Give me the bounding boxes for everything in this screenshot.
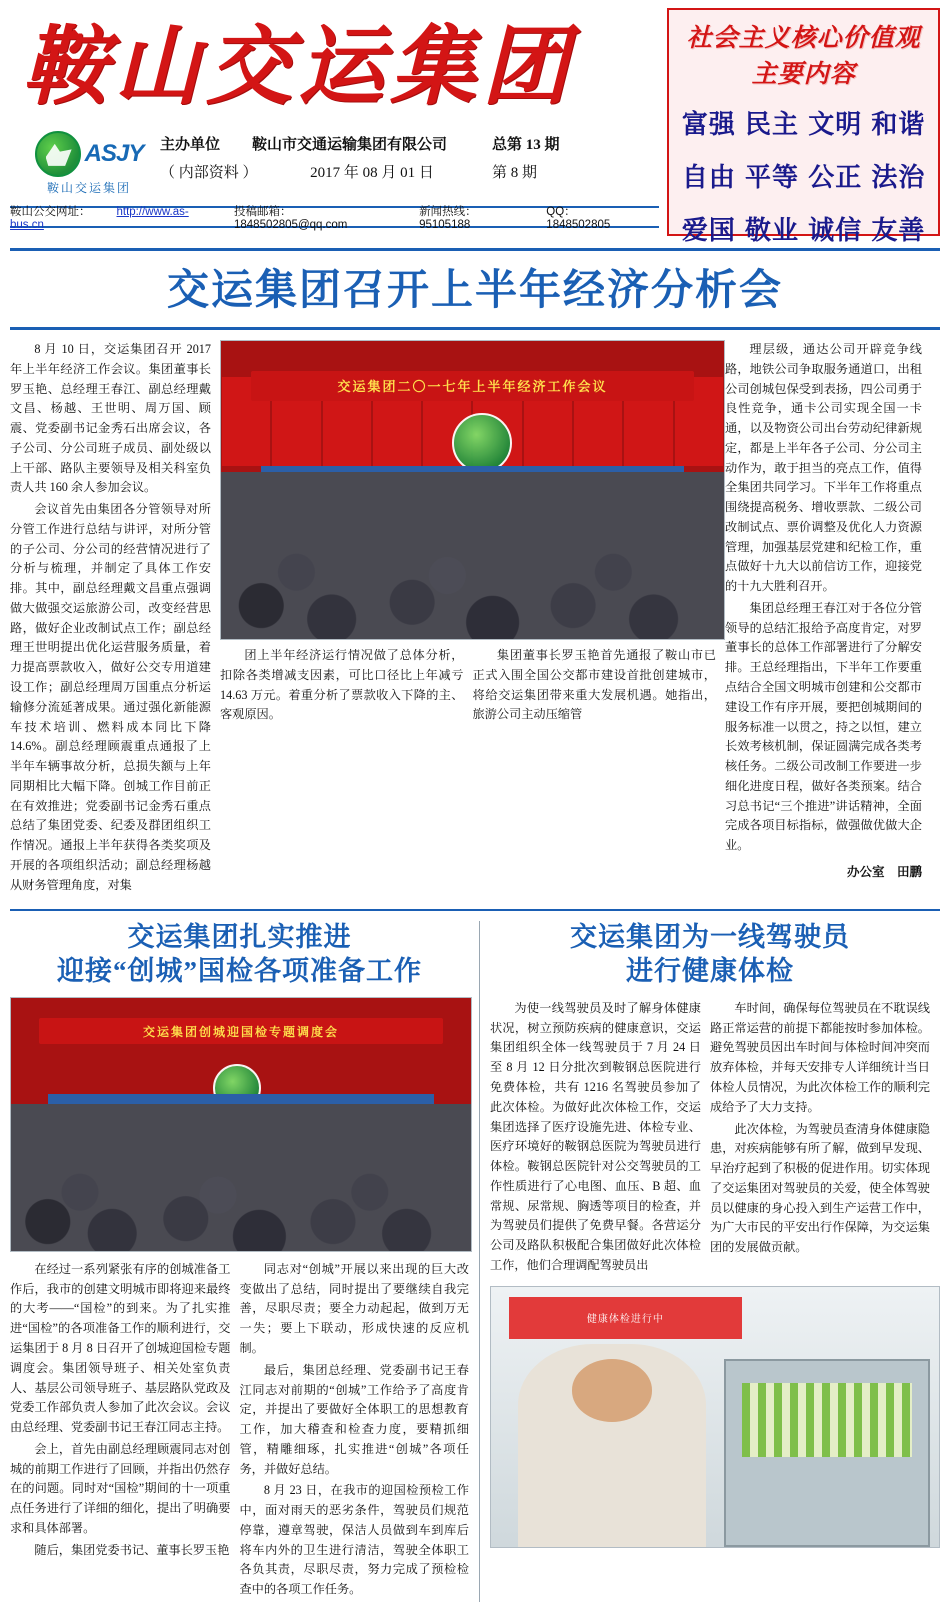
- article-3-body: [490, 999, 930, 1278]
- value-word: 诚信: [808, 216, 863, 245]
- issue-number: 第 8 期: [492, 165, 538, 182]
- article-1-column-4: [725, 340, 922, 897]
- article-1-middle: [220, 340, 725, 897]
- paragraph: 同志对“创城”开展以来出现的巨大改变做出了总结，同时提出了要继续自我完善，尽职尽责；要全力动起起，做到万无一失；要上下联动，形成快速的反应机制。: [239, 1261, 469, 1355]
- article-1-photo-captions: [220, 646, 716, 725]
- value-word: 公正: [808, 163, 863, 192]
- article-3-headline-line-1: 交运集团为一线驾驶员: [570, 922, 850, 953]
- article-2-column-2: [240, 1260, 470, 1602]
- masthead-left: [10, 8, 659, 231]
- article-2-headline-line-2: 迎接“创城”国检各项准备工作: [57, 956, 422, 987]
- paragraph: 随后，集团党委书记、董事长罗玉艳: [34, 1542, 230, 1557]
- qq-item: QQ：1848502805: [546, 205, 611, 231]
- value-word: 法治: [871, 163, 926, 192]
- publisher-logo: [24, 131, 154, 196]
- value-word: 平等: [745, 163, 800, 192]
- article-1-headline-box: [10, 248, 940, 330]
- logo-subtitle: 鞍山交运集团: [46, 180, 131, 195]
- lower-section: [10, 909, 940, 1602]
- mail-item: 投稿邮箱：1848502805@qq.com: [234, 205, 348, 231]
- website-link[interactable]: http://www.as-bus.cn: [10, 205, 189, 231]
- value-word: 敬业: [745, 216, 800, 245]
- meeting-photo-1: [220, 340, 725, 640]
- article-1-byline: 办公室 田鹏: [846, 864, 922, 879]
- paragraph: 8 月 23 日，在我市的迎国检预检工作中，面对雨天的恶劣条件，驾驶员们规范停靠，遵章驾驶，保洁人员做到车到库后将车内外的卫生进行清洁，驾驶全体职工各负其责，尽职尽责，努力完成了预检检查中的各项工作任务。: [239, 1483, 469, 1597]
- health-check-photo: [490, 1286, 940, 1548]
- issue-total: 总第 13 期: [492, 136, 560, 153]
- value-word: 文明: [808, 110, 863, 139]
- article-3-column-2: [710, 999, 930, 1278]
- article-2-body: [10, 1260, 469, 1602]
- paragraph: 此次体检，为驾驶员查清身体健康隐患，对疾病能够有所了解，做到早发现、早治疗起到了积极的促进作用。切实体现了交运集团对驾驶员的关爱，使全体驾驶员以健康的身心投入到生产运营工作中，为广大市民的平安出行作保障，为交运集团的发展做贡献。: [710, 1121, 930, 1255]
- caption-text: 集团董事长罗玉艳首先通报了鞍山市已正式入围全国公交都市建设首批创建城市，将给交运集团带来重大发展机遇。她指出，旅游公司主动压缩管: [472, 648, 716, 722]
- article-1-headline: 交运集团召开上半年经济分析会: [166, 268, 783, 314]
- sponsor-label: 主办单位: [160, 136, 221, 153]
- article-1: [10, 340, 940, 897]
- article-3-column-1: [490, 999, 710, 1278]
- paragraph: 8 月 10 日，交运集团召开 2017 年上半年经济工作会议。集团董事长罗玉艳、总经理王春江、副总经理戴文昌、杨越、王世明、周万国、顾震、党委副书记金秀石出席会议，各子公司、分公司班子成员、副处级以上干部、路队主要领导及相关科室负责人共 160 余人参加会议。: [10, 342, 211, 495]
- value-word: 和谐: [871, 110, 926, 139]
- meeting-photo-2: [10, 997, 472, 1252]
- photo-banner-text: 交运集团创城迎国检专题调度会: [39, 1018, 444, 1044]
- paragraph: 集团总经理王春江对于各位分管领导的总结汇报给予高度肯定，对罗董事长的总体工作部署进行了分解安排。王总经理指出，下半年工作要重点结合全国文明城市创建和公交都市建设工作有序开展，要把创城期间的服务标准一以贯之，持之以恒，建立长效考核机制，保证圆满完成各类考核任务。二级公司改制工作要进一步细化进度日程，做好各类预案。结合习总书记“三个推进”讲话精神，全面完成各项目标指标，做强做优做大企业。: [725, 600, 922, 853]
- article-3-headline-line-2: 进行健康体检: [626, 956, 794, 987]
- page-title: 鞍山交运集团: [22, 19, 574, 115]
- article-2-column-1: [10, 1260, 240, 1602]
- caption-text: 团上半年经济运行情况做了总体分析，扣除各类增减支因素，可比口径比上年减亏 14.63 万元。着重分析了票款收入下降的主、客观原因。: [220, 648, 464, 722]
- article-3: [480, 921, 930, 1602]
- masthead-info: [24, 131, 659, 196]
- caption-right: [473, 646, 717, 725]
- value-word: 民主: [745, 110, 800, 139]
- contact-bar: [10, 205, 659, 231]
- masthead: [10, 8, 940, 245]
- masthead-meta: [160, 131, 612, 188]
- core-values-box: [667, 8, 940, 245]
- core-values-title: 社会主义核心价值观主要内容: [686, 25, 921, 88]
- paragraph: 最后，集团总经理、党委副书记王春江同志对前期的“创城”工作给予了高度肯定，并提出了要做好全体职工的思想教育工作，加大稽查和检查力度，要精抓细管，精雕细琢，扎实推进“创城”各项任务，并做好总结。: [239, 1362, 469, 1476]
- value-word: 友善: [871, 216, 926, 245]
- paragraph: 理层级，通达公司开辟竞争线路，地铁公司争取服务通道口，出租公司创城包保受到表扬，四公司勇于良性竞争，通卡公司实现全国一卡通，以及物资公司出台劳动纪律新规定，都是上半年各子公司、分公司主动作为，敢于担当的亮点工作，值得全集团共同学习。下半年工作将重点围绕提高税务、增收票款、二级公司改制试点、票价调整及优化人力资源管理，加强基层党建和纪检工作，重点做好十九大以前信访工作，迎接党的十九大胜利召开。: [725, 342, 922, 594]
- hotline-item: 新闻热线：95105188: [419, 205, 477, 231]
- value-word: 自由: [681, 163, 736, 192]
- paragraph: 会议首先由集团各分管领导对所分管工作进行总结与讲评，对所分管的子公司、分公司的经营情况进行了分析与梳理，并制定了具体工作安排。其中，副总经理戴文昌重点强调做大做强交运旅游公司，改变经营思路，做好企业改制试点工作；副总经理王世明提出优化运营服务质量，着力提高票款收入，做好公交专用道建设工作；副总经理周万国重点分析运输修分流延著成果。通过强化新能源车技术培训、燃料成本同比下降 14.6%。副总经理顾震重点通报了上半年车辆事故分析，总损失额与上年同期相比大幅下降。创城工作目前正在有效推进；党委副书记金秀石重点总结了集团党委、纪委及群团组织工作情况。通报上半年获得各类奖项及开展的各项组织活动；副总经理杨越从财务管理角度，对集: [10, 502, 211, 892]
- leaf-logo-icon: [35, 131, 81, 177]
- photo-banner-text: 交运集团二〇一七年上半年经济工作会议: [251, 371, 694, 401]
- website-item: [10, 203, 208, 231]
- paragraph: 为使一线驾驶员及时了解身体健康状况，树立预防疾病的健康意识，交运集团组织全体一线驾驶员于 7 月 24 日至 8 月 12 日分批次到鞍钢总医院进行免费体检，共有 1216 名驾驶员参加了此次体检。为做好此次体检工作，交运集团选择了医疗设施先进、体检专业、医疗环境好的鞍钢总医院为驾驶员进行体检。鞍钢总医院针对公交驾驶员的工作性质进行了心电图、血压、B 超、血常规、尿常规、胸透等项目的检查，并为驾驶员们提供了免费早餐。各营运分公司及路队积极配合集团做好此次体检工作，他们合理调配驾驶员出: [490, 1000, 701, 1272]
- article-3-headline: [490, 921, 930, 989]
- value-word: 爱国: [681, 216, 736, 245]
- core-values-grid: [677, 104, 930, 247]
- article-2-headline-line-1: 交运集团扎实推进: [127, 922, 352, 953]
- photo-logo-icon: [452, 413, 512, 473]
- publish-date: 2017 年 08 月 01 日: [310, 165, 434, 182]
- article-1-column-1: [10, 340, 220, 897]
- article-2: [10, 921, 480, 1602]
- value-word: 富强: [681, 110, 736, 139]
- photo-banner-text: 健康体检进行中: [509, 1297, 742, 1339]
- website-label: 鞍山公交网址：: [10, 205, 91, 218]
- logo-wordmark: ASJY: [84, 139, 144, 167]
- paragraph: 在经过一系列紧张有序的创城准备工作后，我市的创建文明城市即将迎来最终的大考——“国检”的到来。为了扎实推进“国检”的各项准备工作的顺利进行，交运集团于 8 月 8 日召开了创城迎国检专题调度会。集团领导班子、相关处室负责人、基层公司领导班子、基层路队党政及党委工作部负责人参加了此次会议。会议由总经理、党委副书记王春江同志主持。: [10, 1261, 231, 1435]
- paragraph: 车时间，确保每位驾驶员在不耽误线路正常运营的前提下都能按时参加体检。避免驾驶员因出车时间与体检时间冲突而放弃体检，并每天安排专人详细统计当日体检人员情况，为此次体检工作的顺利完成给予了大力支持。: [710, 1000, 930, 1114]
- article-2-headline: [10, 921, 469, 989]
- headline-1-wrap: [10, 248, 940, 330]
- paragraph: 会上，首先由副总经理顾震同志对创城的前期工作进行了回顾，并指出仍然存在的问题。同时对“国检”期间的十一项重点任务进行了详细的细化，提出了明确要求和具体部署。: [10, 1441, 231, 1535]
- internal-label: （ 内部资料 ）: [160, 165, 258, 182]
- sponsor-name: 鞍山市交通运输集团有限公司: [252, 136, 448, 153]
- caption-left: [220, 646, 464, 725]
